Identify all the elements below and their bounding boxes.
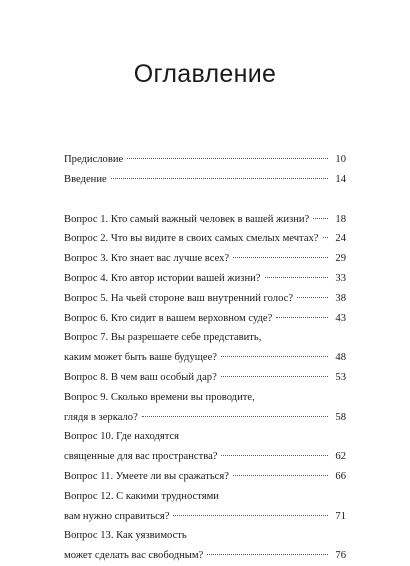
- toc-entry[interactable]: [64, 447, 346, 467]
- toc-entry[interactable]: [64, 309, 346, 329]
- toc-page-number: 24: [335, 233, 346, 245]
- toc-entry[interactable]: [64, 269, 346, 289]
- toc-entry-title: вам нужно справиться?: [64, 510, 170, 522]
- toc-entry-title: каким может быть ваше будущее?: [64, 352, 218, 364]
- dot-leader: [142, 416, 328, 417]
- toc-entry-title: Вопрос 11. Умеете ли вы сражаться?: [64, 470, 229, 482]
- toc-page-number: 10: [335, 154, 346, 165]
- toc-entry-title: Вопрос 3. Кто знает вас лучше всех?: [64, 253, 230, 265]
- toc-page-number: 71: [335, 510, 346, 522]
- toc-entry-line[interactable]: [64, 526, 346, 546]
- toc-entry-line[interactable]: [64, 487, 346, 507]
- toc-entry-line[interactable]: [64, 427, 346, 447]
- toc-entry-title: Вопрос 4. Кто автор истории вашей жизни?: [64, 272, 261, 284]
- dot-leader: [265, 277, 328, 278]
- toc-page-number: 66: [335, 470, 346, 482]
- dot-leader: [173, 515, 328, 516]
- toc-entry[interactable]: [64, 289, 346, 309]
- toc-page-number: 48: [335, 352, 346, 364]
- toc-entry-title: Вопрос 8. В чем ваш особый дар?: [64, 371, 217, 383]
- dot-leader: [111, 178, 328, 179]
- dot-leader: [221, 455, 328, 456]
- toc-entry-title: священные для вас пространства?: [64, 451, 218, 463]
- toc-entry-title: Вопрос 2. Что вы видите в своих самых смелых мечтах?: [64, 233, 319, 245]
- toc-entry-title: Вопрос 9. Сколько времени вы проводите,: [64, 391, 255, 403]
- toc-page-number: 62: [335, 451, 346, 463]
- toc-entry-title: глядя в зеркало?: [64, 411, 138, 423]
- dot-leader: [221, 356, 328, 357]
- dot-leader: [313, 218, 328, 219]
- toc-entry[interactable]: [64, 507, 346, 527]
- toc-page-number: 53: [335, 371, 346, 383]
- toc-entry[interactable]: [64, 368, 346, 388]
- toc-entry-line[interactable]: [64, 388, 346, 408]
- toc-front-matter: [64, 150, 346, 190]
- toc-page-number: 58: [335, 411, 346, 423]
- toc-entry-title: Предисловие: [64, 154, 124, 165]
- dot-leader: [233, 475, 328, 476]
- toc-page-number: 38: [335, 292, 346, 304]
- toc-entry[interactable]: [64, 210, 346, 230]
- toc-entry[interactable]: [64, 229, 346, 249]
- toc-entry-title: Вопрос 10. Где находятся: [64, 431, 180, 443]
- toc-entry[interactable]: [64, 467, 346, 487]
- toc-entry-title: Вопрос 6. Кто сидит в вашем верховном суде?: [64, 312, 273, 324]
- page-title: Оглавление: [133, 60, 277, 88]
- toc-entry-title: Вопрос 5. На чьей стороне ваш внутренний голос?: [64, 292, 294, 304]
- toc-entry[interactable]: [64, 408, 346, 428]
- toc-entry[interactable]: [64, 546, 346, 566]
- toc-page-number: 18: [335, 213, 346, 225]
- dot-leader: [323, 237, 328, 238]
- toc-page-number: 14: [335, 173, 346, 185]
- toc-questions: [64, 210, 346, 566]
- dot-leader: [297, 297, 328, 298]
- toc-entry-title: Вопрос 1. Кто самый важный человек в вашей жизни?: [64, 213, 310, 225]
- dot-leader: [207, 554, 328, 555]
- dot-leader: [276, 317, 328, 318]
- toc-entry-title: Вопрос 12. С какими трудностями: [64, 490, 219, 502]
- toc-entry[interactable]: [64, 348, 346, 368]
- toc-entry-title: Вопрос 7. Вы разрешаете себе представить,: [64, 332, 262, 344]
- table-of-contents: [64, 150, 346, 566]
- section-gap: [64, 190, 346, 210]
- toc-entry-title: Введение: [64, 173, 107, 185]
- dot-leader: [221, 376, 328, 377]
- toc-entry[interactable]: [64, 170, 346, 190]
- toc-entry[interactable]: [64, 249, 346, 269]
- toc-entry-title: Вопрос 13. Как уязвимость: [64, 530, 187, 542]
- dot-leader: [127, 158, 328, 159]
- toc-page-number: 43: [335, 312, 346, 324]
- toc-page-number: 76: [335, 550, 346, 562]
- dot-leader: [233, 257, 328, 258]
- toc-page-number: 33: [335, 272, 346, 284]
- toc-page-number: 29: [335, 253, 346, 265]
- toc-entry[interactable]: [64, 150, 346, 170]
- toc-entry-title: может сделать вас свободным?: [64, 550, 204, 562]
- toc-entry-line[interactable]: [64, 328, 346, 348]
